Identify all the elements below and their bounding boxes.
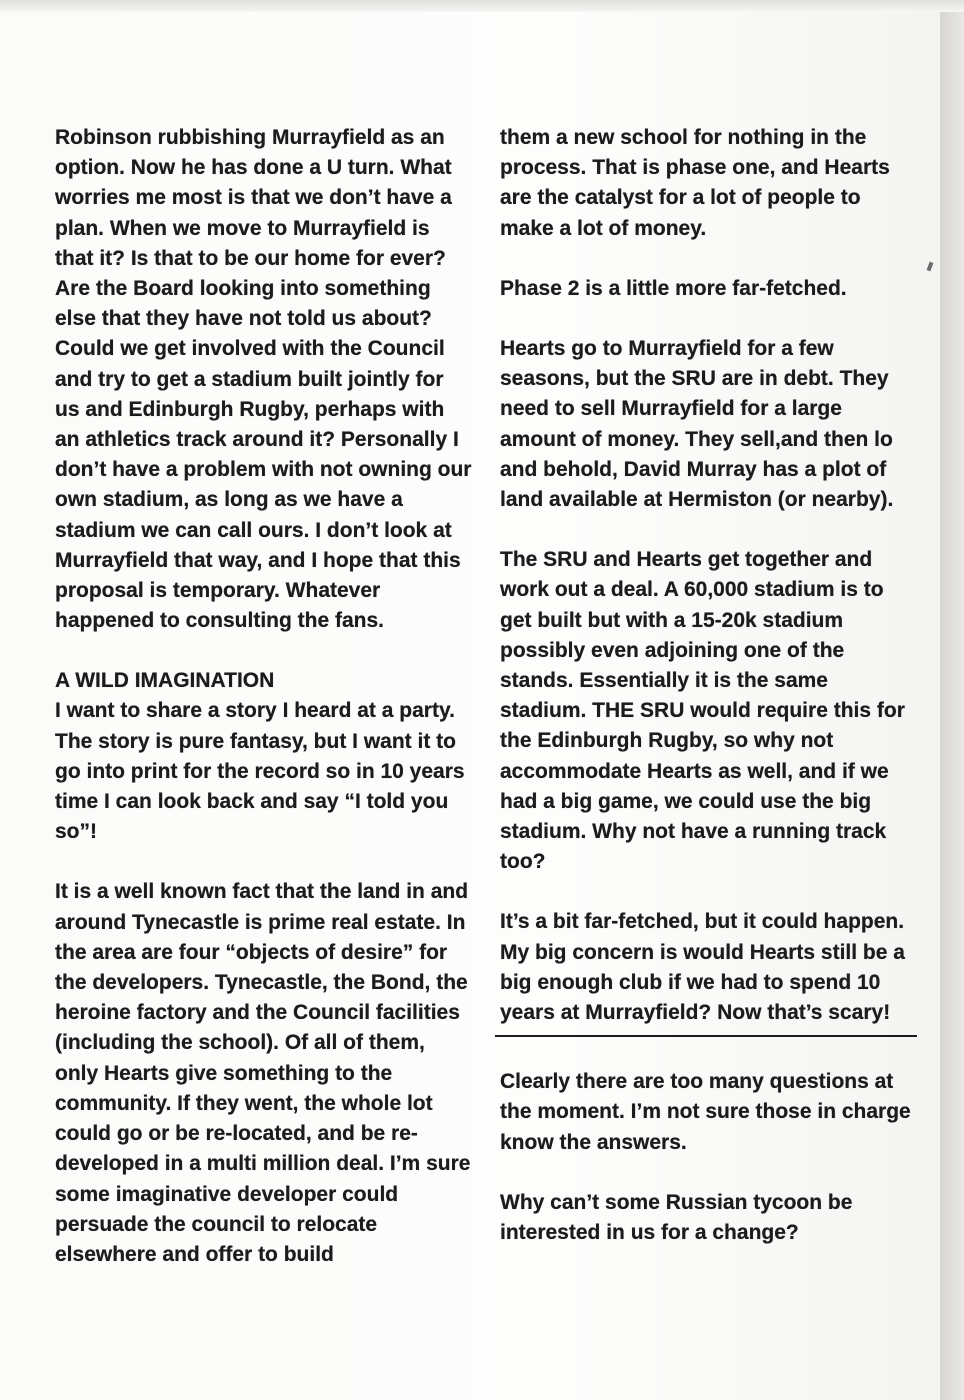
paragraph: Robinson rubbishing Murrayfield as an option. Now he has done a U turn. What worries me most is that we don’t have a plan. When we move to Murrayfield is that it? Is that to be our home for ever? Are the Board looking into something else that they have not told us about? Could we get involved with the Council and try to get a stadium built jointly for us and Edinburgh Rugby, perhaps with an athletics track around it? Personally I don’t have a problem with not owning our own stadium, as long as we have a stadium we can call ours. I don’t look at Murrayfield that way, and I hope that this proposal is temporary. Whatever happened to consulting the fans. (55, 126, 472, 633)
paragraph: The SRU and Hearts get together and work out a deal. A 60,000 stadium is to get built but with a 15-20k stadium possibly even adjoining one of the stands. Essentially it is the same stadium. THE SRU would require this for the Edinburgh Rugby, so why not accommodate Hearts as well, and if we had a big game, we could use the big stadium. Why not have a running track too? (500, 548, 905, 874)
left-column (55, 123, 473, 1300)
page-top-edge (0, 0, 964, 12)
page-edge (940, 0, 964, 1400)
paragraph: Phase 2 is a little more far-fetched. (500, 276, 847, 300)
horizontal-rule (495, 1035, 917, 1037)
paragraph: I want to share a story I heard at a party. The story is pure fantasy, but I want it to go into print for the record so in 10 years time I can look back and say “I told you so”! (55, 699, 465, 844)
paragraph: Clearly there are too many questions at the moment. I’m not sure those in charge know the answers. (500, 1070, 911, 1154)
section-heading: A WILD IMAGINATION (55, 669, 275, 693)
paragraph: them a new school for nothing in the process. That is phase one, and Hearts are the catalyst for a lot of people to make a lot of money. (500, 126, 890, 240)
paragraph: Why can’t some Russian tycoon be interested in us for a change? (500, 1190, 853, 1245)
paragraph: Hearts go to Murrayfield for a few seasons, but the SRU are in debt. They need to sell Murrayfield for a large amount of money. They sell,and then lo and behold, David Murray has a plot of land available at Hermiston (or nearby). (500, 337, 894, 512)
right-column (500, 123, 915, 1278)
paragraph: It is a well known fact that the land in and around Tynecastle is prime real estate. In the area are four “objects of desire” for the developers. Tynecastle, the Bond, the heroine factory and the Council facilities (including the school). Of all of them, only Hearts give something to the community. If they went, the whole lot could go or be re-located, and be re-developed in a multi million deal. I’m sure some imaginative developer could persuade the council to relocate elsewhere and offer to build (55, 880, 471, 1266)
paragraph: It’s a bit far-fetched, but it could happen. My big concern is would Hearts still be a big enough club if we had to spend 10 years at Murrayfield? Now that’s scary! (500, 910, 905, 1025)
